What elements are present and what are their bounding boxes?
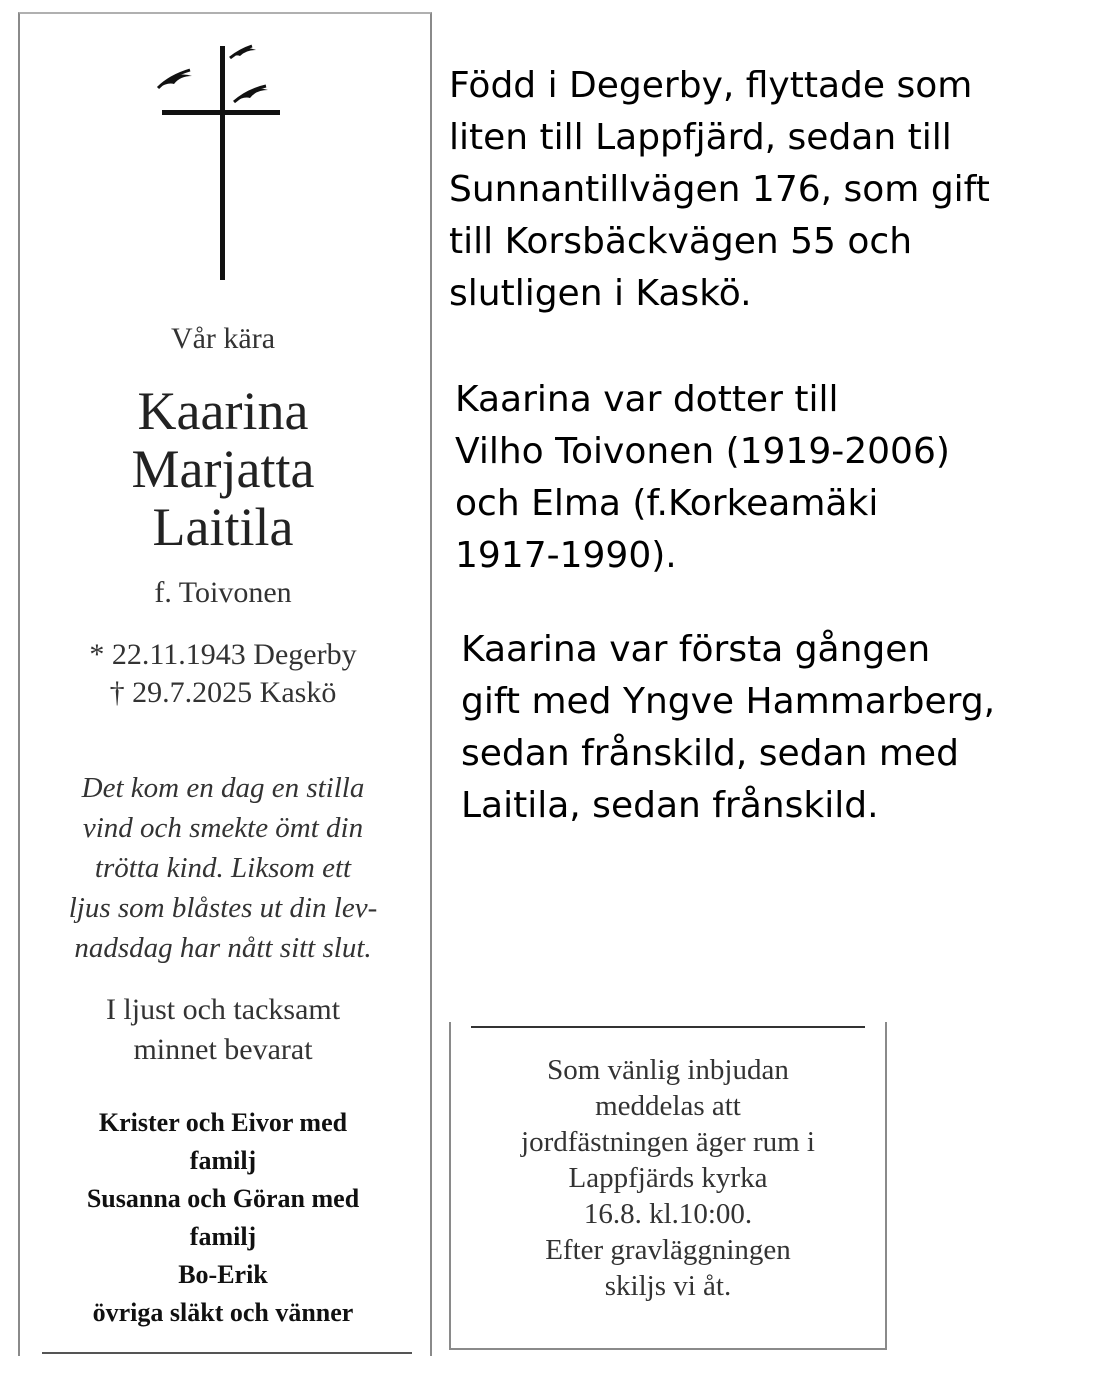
memory-line: I ljust och tacksamt	[105, 993, 341, 1026]
bio-line: Kaarina var första gången	[461, 629, 931, 670]
bio-line: Vilho Toivonen (1919-2006)	[455, 431, 950, 472]
bio-line: Sunnantillvägen 176, som gift	[449, 169, 990, 210]
memorial-poem	[18, 768, 428, 968]
poem-line: trötta kind. Liksom ett	[94, 852, 352, 884]
mourner-line: övriga släkt och vänner	[92, 1298, 354, 1327]
invitation-line: Efter gravläggningen	[545, 1234, 791, 1266]
cross-with-birds-icon	[140, 28, 280, 288]
life-dates	[18, 636, 428, 712]
poem-line: nadsdag har nått sitt slut.	[74, 932, 372, 964]
card-bottom-rule	[42, 1352, 412, 1354]
name-line: Marjatta	[131, 439, 315, 499]
bio-paragraph-residence	[449, 60, 990, 320]
mourner-line: familj	[189, 1146, 257, 1175]
invitation-top-rule	[471, 1026, 865, 1028]
name-line: Laitila	[152, 497, 294, 557]
invitation-line: Lappfjärds kyrka	[568, 1162, 768, 1194]
poem-line: Det kom en dag en stilla	[81, 772, 365, 804]
name-line: Kaarina	[137, 381, 309, 441]
memory-line: minnet bevarat	[133, 1033, 313, 1066]
poem-line: ljus som blåstes ut din lev-	[68, 892, 378, 924]
bio-line: liten till Lappfjärd, sedan till	[449, 117, 952, 158]
invitation-line: skiljs vi åt.	[604, 1270, 732, 1302]
invitation-line: Som vänlig inbjudan	[547, 1054, 789, 1086]
memory-text	[18, 990, 428, 1070]
bio-line: Född i Degerby, flyttade som	[449, 65, 973, 106]
invitation-text	[451, 1052, 885, 1304]
poem-line: vind och smekte ömt din	[82, 812, 364, 844]
bio-line: Kaarina var dotter till	[455, 379, 839, 420]
bio-line: till Korsbäckvägen 55 och	[449, 221, 913, 262]
intro-text: Vår kära	[170, 322, 276, 355]
birth-date: * 22.11.1943 Degerby	[89, 638, 357, 671]
bio-line: 1917-1990).	[455, 535, 677, 576]
bio-paragraph-marriage	[461, 624, 995, 832]
bio-line: Laitila, sedan frånskild.	[461, 785, 879, 826]
bio-line: och Elma (f.Korkeamäki	[455, 483, 879, 524]
invitation-line: 16.8. kl.10:00.	[583, 1198, 753, 1230]
invitation-line: jordfästningen äger rum i	[521, 1126, 815, 1158]
bio-line: slutligen i Kaskö.	[449, 273, 752, 314]
bio-line: gift med Yngve Hammarberg,	[461, 681, 996, 722]
bio-paragraph-parents	[455, 374, 950, 582]
invitation-line: meddelas att	[595, 1090, 741, 1122]
bio-line: sedan frånskild, sedan med	[461, 733, 959, 774]
funeral-invitation-box	[449, 1022, 887, 1350]
mourner-line: familj	[189, 1222, 257, 1251]
mourners-list	[18, 1104, 428, 1332]
mourner-line: Krister och Eivor med	[98, 1108, 348, 1137]
deceased-name	[18, 382, 428, 556]
mourner-line: Bo-Erik	[178, 1260, 268, 1289]
death-date: † 29.7.2025 Kaskö	[109, 676, 337, 709]
mourner-line: Susanna och Göran med	[86, 1184, 360, 1213]
maiden-name: f. Toivonen	[154, 576, 292, 609]
